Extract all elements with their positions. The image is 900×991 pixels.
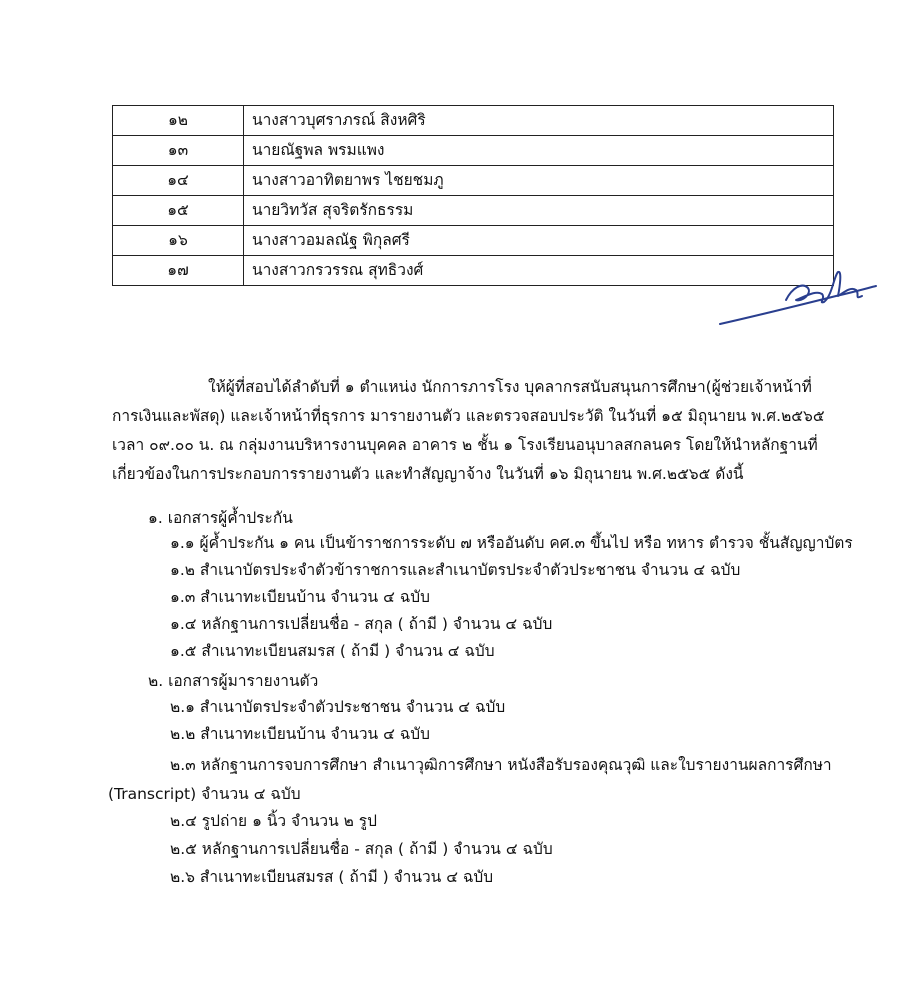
section-heading: ๒. เอกสารผู้มารายงานตัว — [148, 672, 319, 690]
list-item: ๒.๔ รูปถ่าย ๑ นิ้ว จำนวน ๒ รูป — [170, 812, 377, 830]
list-item: ๑.๑ ผู้ค้ำประกัน ๑ คน เป็นข้าราชการระดับ ๗ หรืออันดับ คศ.๓ ขึ้นไป หรือ ทหาร ตำรวจ ชั้นสัญญาบัตร — [170, 534, 853, 552]
list-item: ๒.๕ หลักฐานการเปลี่ยนชื่อ - สกุล ( ถ้ามี ) จำนวน ๔ ฉบับ — [170, 840, 553, 858]
row-name: นางสาวอาทิตยาพร ไชยชมภู — [244, 166, 834, 196]
row-number: ๑๕ — [113, 196, 244, 226]
row-number: ๑๒ — [113, 106, 244, 136]
row-name: นางสาวกรวรรณ สุทธิวงศ์ — [244, 256, 834, 286]
row-number: ๑๔ — [113, 166, 244, 196]
table-row — [113, 106, 834, 136]
paragraph-line: เวลา ๐๙.๐๐ น. ณ กลุ่มงานบริหารงานบุคคล อาคาร ๒ ชั้น ๑ โรงเรียนอนุบาลสกลนคร โดยให้นำหลักฐานที่ — [112, 436, 818, 454]
row-name: นางสาวบุศราภรณ์ สิงหศิริ — [244, 106, 834, 136]
paragraph-line: เกี่ยวข้องในการประกอบการรายงานตัว และทำสัญญาจ้าง ในวันที่ ๑๖ มิถุนายน พ.ศ.๒๕๖๕ ดังนี้ — [112, 465, 744, 483]
list-item: ๑.๒ สำเนาบัตรประจำตัวข้าราชการและสำเนาบัตรประจำตัวประชาชน จำนวน ๔ ฉบับ — [170, 561, 741, 579]
row-name: นายวิทวัส สุจริตรักธรรม — [244, 196, 834, 226]
row-name: นายณัฐพล พรมแพง — [244, 136, 834, 166]
table-row — [113, 166, 834, 196]
roster-table — [112, 105, 834, 286]
table-row — [113, 136, 834, 166]
section-heading: ๑. เอกสารผู้ค้ำประกัน — [148, 509, 293, 527]
list-item: ๒.๖ สำเนาทะเบียนสมรส ( ถ้ามี ) จำนวน ๔ ฉบับ — [170, 868, 494, 886]
paragraph-line: ให้ผู้ที่สอบได้ลำดับที่ ๑ ตำแหน่ง นักการภารโรง บุคลากรสนับสนุนการศึกษา(ผู้ช่วยเจ้าหน้าที่ — [208, 378, 812, 396]
list-item: ๒.๑ สำเนาบัตรประจำตัวประชาชน จำนวน ๔ ฉบับ — [170, 698, 506, 716]
list-item: ๒.๓ หลักฐานการจบการศึกษา สำเนาวุฒิการศึกษา หนังสือรับรองคุณวุฒิ และใบรายงานผลการศึกษา — [170, 756, 832, 774]
row-number: ๑๓ — [113, 136, 244, 166]
row-number: ๑๖ — [113, 226, 244, 256]
list-item: ๑.๓ สำเนาทะเบียนบ้าน จำนวน ๔ ฉบับ — [170, 588, 430, 606]
table-row — [113, 196, 834, 226]
table-row — [113, 226, 834, 256]
row-name: นางสาวอมลณัฐ พิกุลศรี — [244, 226, 834, 256]
list-item: (Transcript) จำนวน ๔ ฉบับ — [108, 785, 301, 803]
list-item: ๒.๒ สำเนาทะเบียนบ้าน จำนวน ๔ ฉบับ — [170, 725, 430, 743]
paragraph-line: การเงินและพัสดุ) และเจ้าหน้าที่ธุรการ มารายงานตัว และตรวจสอบประวัติ ในวันที่ ๑๕ มิถุนายน พ.ศ.๒๕๖๕ — [112, 407, 825, 425]
list-item: ๑.๔ หลักฐานการเปลี่ยนชื่อ - สกุล ( ถ้ามี ) จำนวน ๔ ฉบับ — [170, 615, 553, 633]
row-number: ๑๗ — [113, 256, 244, 286]
signature — [716, 266, 880, 330]
list-item: ๑.๕ สำเนาทะเบียนสมรส ( ถ้ามี ) จำนวน ๔ ฉบับ — [170, 642, 495, 660]
